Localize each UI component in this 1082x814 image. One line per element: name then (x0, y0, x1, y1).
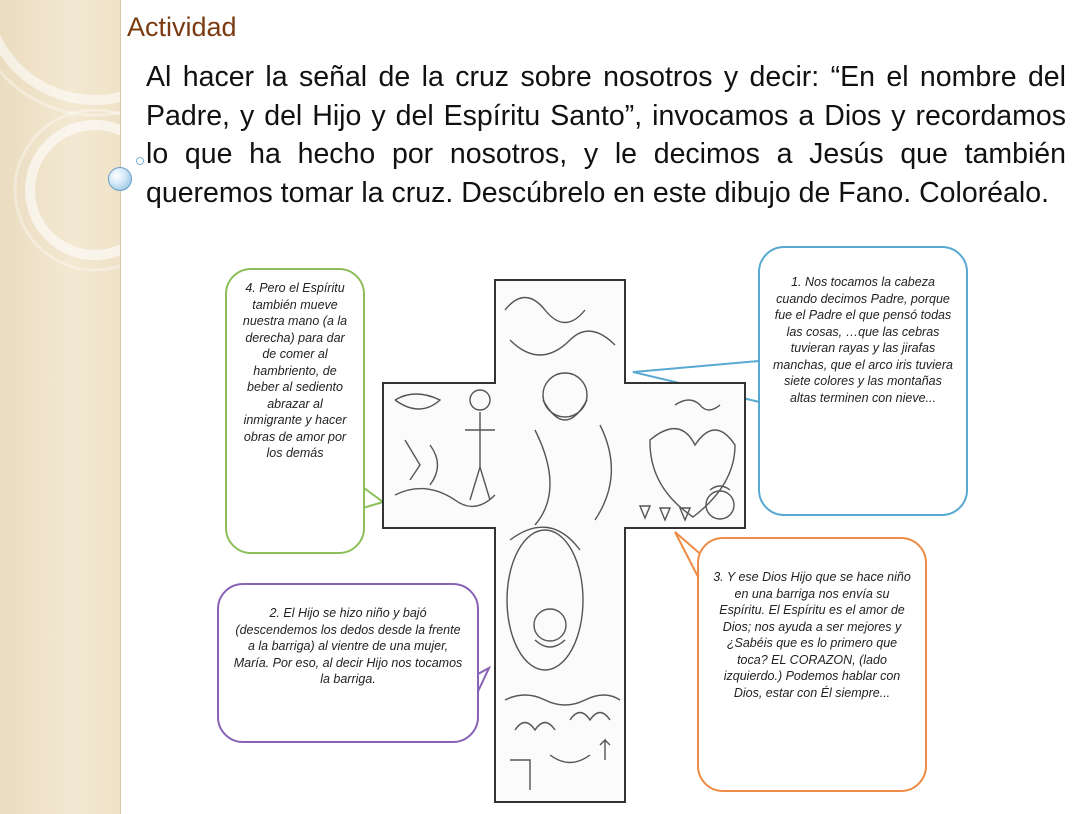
circle-bullet-icon (108, 167, 132, 191)
sidebar-rings (0, 0, 120, 814)
activity-paragraph: Al hacer la señal de la cruz sobre nosotros y decir: “En el nombre del Padre, y del Hijo y del Espíritu Santo”, invocamos a Dios y recordamos lo que ha hecho por nosotros, y le decimos a Jesús que también queremos tomar la cruz. Descúbrelo en este dibujo de Fano. Coloréalo. (146, 61, 1066, 209)
small-circle-icon (136, 157, 144, 165)
decorative-sidebar (0, 0, 121, 814)
bubble-4-espiritu-mano: 4. Pero el Espíritu también mueve nuestra mano (a la derecha) para dar de comer al hambriento, de beber al sediento abrazar al inmigrante y hacer obras de amor por los demás (225, 268, 365, 554)
cross-illustration-area (205, 240, 975, 805)
bubble-2-hijo-barriga: 2. El Hijo se hizo niño y bajó (descendemos los dedos desde la frente a la barriga) al vientre de una mujer, María. Por eso, al decir Hijo nos tocamos la barriga. (217, 583, 479, 743)
slide-title: Actividad (127, 12, 237, 42)
bubble-3-espiritu-corazon: 3. Y ese Dios Hijo que se hace niño en una barriga nos envía su Espíritu. El Espíritu es el amor de Dios; nos ayuda a ser mejores y ¿Sabéis que es lo primero que toca? EL CORAZON, (lado izquierdo.) Podemos hablar con Dios, estar con Él siempre... (697, 537, 927, 792)
bubble-1-padre-cabeza: 1. Nos tocamos la cabeza cuando decimos Padre, porque fue el Padre el que pensó todas las cosas, …que las cebras tuvieran rayas y las jirafas manchas, que el arco iris tuviera siete colores y las montañas altas terminen con nieve... (758, 246, 968, 516)
